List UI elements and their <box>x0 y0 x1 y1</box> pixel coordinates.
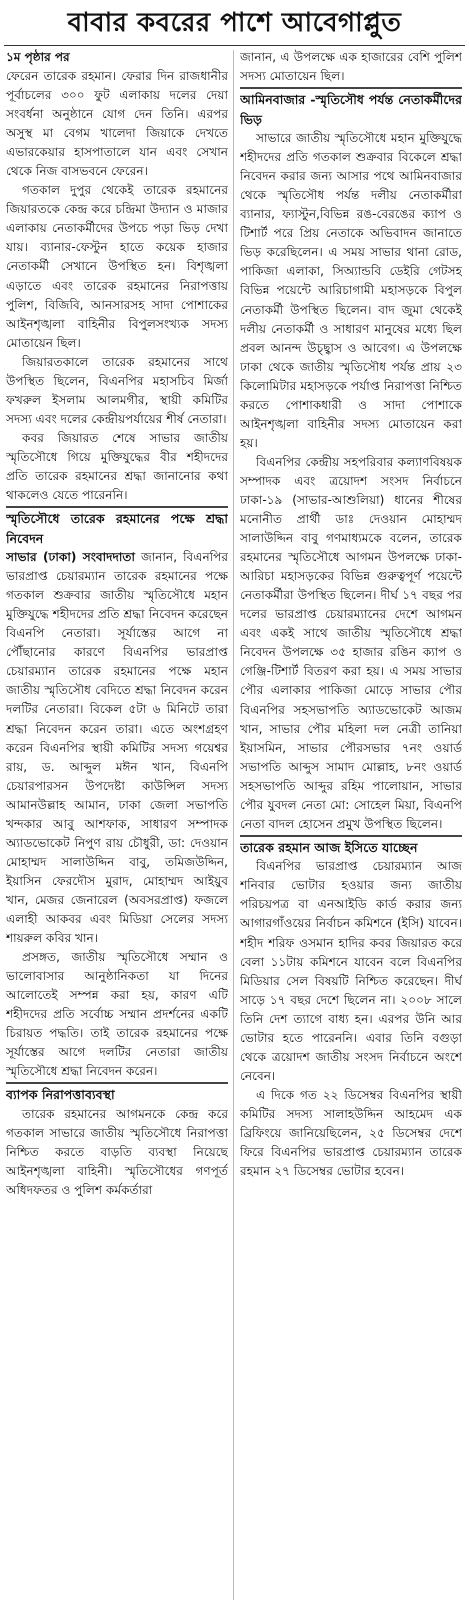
left-column <box>6 48 228 1603</box>
headline: বাবার কবরের পাশে আবেগাপ্লুত <box>67 8 402 38</box>
body-paragraph: জানান, এ উপলক্ষে এক হাজারের বেশি পুলিশ সদস্য মোতায়েন ছিল। <box>240 50 462 84</box>
body-paragraph: বিএনপির ভারপ্রাপ্ত চেয়ারম্যান আজ শনিবার ভোটার হওয়ার জন্য জাতীয় পরিচয়পত্র বা এনআইডি কার্ড করার জন্য আগারগাঁওয়ের নির্বাচন কমিশনে (ইসি) যাবেন। শহীদ শরিফ ওসমান হাদির কবর জিয়ারত করে বেলা ১১টায় কমিশনে যাবেন বলে বিএনপির মিডিয়ার সেল বিষয়টি নিশ্চিত করেছেন। দীর্ঘ সাড়ে ১৭ বছর দেশে ছিলেন না। ২০০৮ সালে তিনি দেশ ত্যাগে বাধ্য হন। এরপর উনি আর ভোটার হতে পারেননি। এবার তিনি বগুড়া থেকে ত্রয়োদশ জাতীয় সংসদ নির্বাচনে অংশে নেবেন। <box>240 859 462 1083</box>
column-divider <box>233 50 234 1600</box>
section-subhead: আমিনবাজার -স্মৃতিসৌধ পর্যন্ত নেতাকর্মীদের ভিড় <box>240 87 462 129</box>
headline-rule <box>4 45 465 46</box>
body-paragraph: এ দিকে গত ২২ ডিসেম্বর বিএনপির স্থায়ী কমিটির সদস্য সালাহউদ্দিন আহমেদ এক ব্রিফিংয়ে জানিয়েছিলেন, ২৫ ডিসেম্বর দেশে ফিরে বিএনপির ভারপ্রাপ্ত চেয়ারম্যান তারেক রহমান ২৭ ডিসেম্বর ভোটার হবেন। <box>240 1087 462 1179</box>
body-paragraph: কবর জিয়ারত শেষে সাভার জাতীয় স্মৃতিসৌধে গিয়ে মুক্তিযুদ্ধের বীর শহীদদের প্রতি তারেক রহমানের শ্রদ্ধা জানানোর কথা থাকলেও যেতে পারেননি। <box>6 430 228 503</box>
body-paragraph: প্রসঙ্গত, জাতীয় স্মৃতিসৌধে সম্মান ও ভালোবাসার আনুষ্ঠানিকতা যা দিনের আলোতেই সম্পন্ন করা হয়, কারণ এটি শহীদদের প্রতি সর্বোচ্চ সম্মান প্রদর্শনের একটি চিরায়ত পদ্ধতি। তাই তারেক রহমানের পক্ষে সূর্যাস্তের আগে দলটির নেতারা জাতীয় স্মৃতিসৌধে শ্রদ্ধা নিবেদন করেন। <box>6 950 228 1079</box>
body-text: জানান, বিএনপির ভারপ্রাপ্ত চেয়ারম্যান তারেক রহমানের পক্ষে গতকাল শুক্রবার জাতীয় স্মৃতিসৌধে মহান মুক্তিযুদ্ধে শহীদদের প্রতি শ্রদ্ধা নিবেদন করেছেন বিএনপি নেতারা। সূর্যাস্তের আগে না পৌঁছানোর কারণে বিএনপির ভারপ্রাপ্ত চেয়ারম্যান তারেক রহমানের পক্ষে মহান জাতীয় স্মৃতিসৌধ বেদিতে শ্রদ্ধা নিবেদন করেন দলটির নেতারা। বিকেল ৫টা ৬ মিনিটে তারা শ্রদ্ধা নিবেদন করেন তারা। এতে অংশগ্রহণ করেন বিএনপির স্থায়ী কমিটির সদস্য গয়েশ্বর রায়, ড. আব্দুল মঈন খান, বিএনপি চেয়ারপারসন উপদেষ্টা কাউন্সিল সদস্য আমানউল্লাহ আমান, ঢাকা জেলা সভাপতি খন্দকার আবু আশফাক, সাধারণ সম্পাদক অ্যাডভোকেট নিপুণ রায় চৌধুরী, ডা: দেওয়ান মোহাম্মদ সালাউদ্দিন বাবু, তমিজউদ্দিন, ইয়াসিন ফেরদৌস মুরাদ, মোহাম্মদ আইয়ুব খান, মেজর জেনারেল (অবসরপ্রাপ্ত) ফজলে এলাহী আকবর এবং মিডিয়া সেলের সদস্য শায়রুল কবির খান। <box>6 550 228 946</box>
body-paragraph: তারেক রহমানের আগমনকে কেন্দ্র করে গতকাল সাভারে জাতীয় স্মৃতিসৌধে নিরাপত্তা নিশ্চিত করতে বাড়তি ব্যবস্থা নিয়েছে আইনশৃঙ্খলা বাহিনী। স্মৃতিসৌধের গণপূর্ত অধিদফতর ও পুলিশ কর্মকর্তারা <box>6 1106 228 1198</box>
body-paragraph: বিএনপির কেন্দ্রীয় সহপরিবার কল্যাণবিষয়ক সম্পাদক এবং ত্রয়োদশ সংসদ নির্বাচনে ঢাকা-১৯ (সাভার-আশুলিয়া) ধানের শীষের মনোনীত প্রার্থী ডাঃ দেওয়ান মোহাম্মদ সালাউদ্দিন বাবু গণমাধ্যমকে বলেন, তারেক রহমানের স্মৃতিসৌধে আগমন উপলক্ষে ঢাকা-আরিচা মহাসড়কের বিভিন্ন গুরুত্বপূর্ণ পয়েন্টে নেতাকর্মীরা উপস্থিত ছিলেন। দীর্ঘ ১৭ বছর পর দলের ভারপ্রাপ্ত চেয়ারম্যানের দেশে আগমন এবং একই সাথে জাতীয় স্মৃতিসৌধে শ্রদ্ধা নিবেদন উপলক্ষে ৩৫ হাজার রঙিন ক্যাপ ও গেঞ্জি-টিশার্ট বিতরণ করা হয়। এ সময় সাভার পৌর এলাকার পাকিজা মোড়ে সাভার পৌর বিএনপির সহসভাপতি অ্যাডভোকেট আজম খান, সাভার পৌর মহিলা দল নেত্রী তানিয়া ইয়াসমিন, সাভার পৌরসভার ৭নং ওয়ার্ড সভাপতি আব্দুস সামাদ মোল্লাহ, ৮নং ওয়ার্ড সহসভাপতি আব্দুর রহিম পালোয়ান, সাভার পৌর যুবদল নেতা মো: সোহেল মিয়া, বিএনপি নেতা বাদল হোসেন প্রমুখ উপস্থিত ছিলেন। <box>240 454 462 831</box>
section-subhead: ব্যাপক নিরাপত্তাব্যবস্থা <box>6 1082 228 1105</box>
body-paragraph <box>6 548 228 948</box>
body-paragraph: সাভারে জাতীয় স্মৃতিসৌধে মহান মুক্তিযুদ্ধে শহীদদের প্রতি গতকাল শুক্রবার বিকেলে শ্রদ্ধা নিবেদন করার জন্য আসার পথে আমিনবাজার থেকে স্মৃতিসৌধ পর্যন্ত দলীয় নেতাকর্মীরা ব্যানার, ফ্যাস্টুন,বিভিন্ন রঙ-বেরঙের ক্যাপ ও টিশার্ট পরে প্রিয় নেতাকে অভিবাদন জানাতে ভিড় করেছিলেন। এ সময় সাভার থানা রোড, পাকিজা এলাকা, সিঅ্যান্ডবি ডেইরি গেটসহ বিভিন্ন পয়েন্টে আরিচাগামী মহাসড়কে বিপুল নেতাকর্মী উপস্থিত ছিলেন। বাদ জুমা থেকেই দলীয় নেতাকর্মী ও সাধারণ মানুষের মধ্যে ছিল প্রবল আনন্দ উচ্ছ্বাস ও আবেগ। এ উপলক্ষে ঢাকা থেকে জাতীয় স্মৃতিসৌধ পর্যন্ত প্রায় ২৩ কিলোমিটার মহাসড়কে পর্যাপ্ত নিরাপত্তা নিশ্চিত করতে পোশাকধারী ও সাদা পোশাকে আইনশৃঙ্খলা বাহিনীর সদস্য মোতায়েন করা হয়। <box>240 131 462 450</box>
section-subhead: স্মৃতিসৌধে তারেক রহমানের পক্ষে শ্রদ্ধা নিবেদন <box>6 506 228 548</box>
section-subhead: তারেক রহমান আজ ইসিতে যাচ্ছেন <box>240 835 462 858</box>
jump-label: ১ম পৃষ্ঠার পর <box>6 50 70 64</box>
right-column <box>240 48 462 1603</box>
dateline: সাভার (ঢাকা) সংবাদদাতা <box>6 550 135 565</box>
body-paragraph: ফেরেন তারেক রহমান। ফেরার দিন রাজধানীর পূর্বাচলের ৩০০ ফুট এলাকায় দলের দেয়া সংবর্ধনা অনুষ্ঠানে যোগ দেন তিনি। এরপর অসুস্থ মা বেগম খালেদা জিয়াকে দেখতে এভারকেয়ার হাসপাতালে যান এবং সেখান থেকে নিজ বাসভবনে ফেরেন। <box>6 69 228 179</box>
body-paragraph: জিয়ারতকালে তারেক রহমানের সাথে উপস্থিত ছিলেন, বিএনপির মহাসচিব মির্জা ফখরুল ইসলাম আলমগীর, স্থায়ী কমিটির সদস্য এবং দলের কেন্দ্রীয়পর্যায়ের শীর্ষ নেতারা। <box>6 354 228 426</box>
body-paragraph: গতকাল দুপুর থেকেই তারেক রহমানের জিয়ারতকে কেন্দ্র করে চন্দ্রিমা উদ্যান ও মাজার এলাকায় নেতাকর্মীদের উপচে পড়া ভিড় দেখা যায়। ব্যানার-ফেস্টুন হাতে কয়েক হাজার নেতাকর্মী সেখানে উপস্থিত হন। বিশৃঙ্খলা এড়াতে এবং তারেক রহমানের নিরাপত্তায় পুলিশ, বিজিবি, আনসারসহ সাদা পোশাকের আইনশৃঙ্খলা বাহিনীর বিপুলসংখ্যক সদস্য মোতায়েন ছিল। <box>6 183 228 350</box>
